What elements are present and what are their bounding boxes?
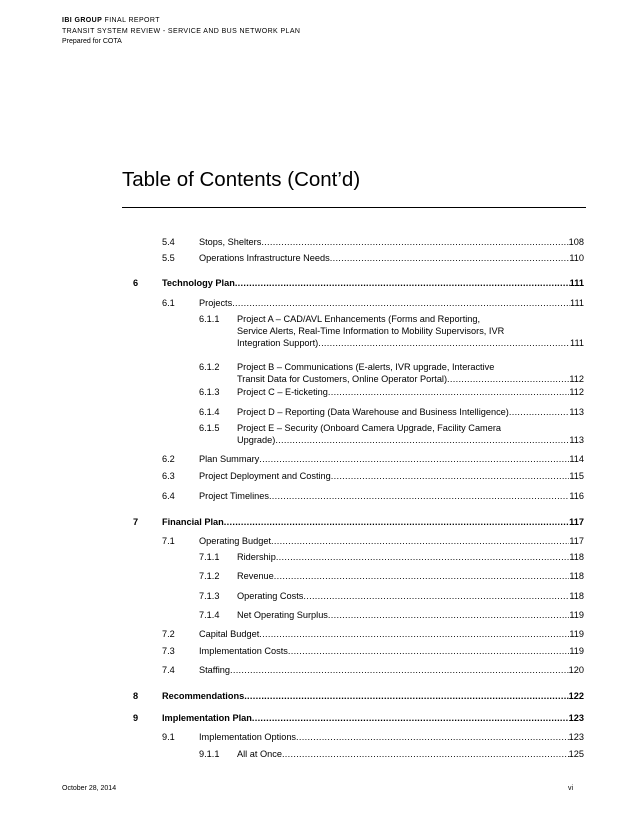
toc-entry-title: Operating Budget [199,536,272,546]
dot-leader [269,490,569,502]
dot-leader [252,712,569,724]
dot-leader [232,297,570,309]
toc-entry-page: 117 [569,517,584,527]
toc-entry-number: 7.3 [162,646,175,656]
dot-leader [275,434,569,446]
toc-entry-number: 9.1 [162,732,175,742]
toc-entry-title: Implementation Plan [162,713,252,723]
toc-entry-text-line1: Project A – CAD/AVL Enhancements (Forms and Reporting, [237,314,481,324]
toc-entry-number: 6.1.2 [199,362,220,372]
toc-entry-page: 118 [569,571,584,581]
toc-entry-number: 5.5 [162,253,175,263]
dot-leader [261,236,568,248]
toc-entry-title: Net Operating Surplus [237,610,328,620]
toc-entry-number: 9.1.1 [199,749,220,759]
dot-leader [271,535,569,547]
toc-entry-page: 116 [569,491,584,501]
dot-leader [330,252,570,264]
toc-entry-title: Implementation Costs [199,646,288,656]
toc-entry-page: 119 [569,646,584,656]
toc-entry-page: 110 [569,253,584,263]
toc-entry-number: 6.1.1 [199,314,220,324]
toc-entry-number: 7.1.4 [199,610,220,620]
toc-entry-page: 125 [568,749,584,759]
toc-entry-page: 118 [569,552,584,562]
dot-leader [296,731,569,743]
toc-entry-number: 6.1.3 [199,387,220,397]
toc-entry-page: 108 [568,237,584,247]
toc-entry-title: Project Timelines [199,491,269,501]
toc-entry-page: 111 [570,298,584,308]
toc-entry-number: 7.1.2 [199,571,220,581]
toc-entry-title: Project Deployment and Costing [199,471,331,481]
toc-entry-title: Plan Summary [199,454,260,464]
toc-entry-title: Transit Data for Customers, Online Operator Portal) [237,374,448,385]
toc-entry-title: Stops, Shelters [199,237,262,247]
dot-leader [259,628,569,640]
dot-leader [274,570,570,582]
toc-entry-page: 119 [569,610,584,620]
toc-entry-number: 6.1 [162,298,175,308]
dot-leader [447,373,569,385]
toc-entry-title: Technology Plan [162,278,235,288]
dot-leader [303,590,569,602]
toc-entry-number: 6.1.4 [199,407,220,417]
toc-entry-page: 112 [569,374,584,385]
toc-entry-page: 122 [568,691,584,701]
toc-entry-number: 6 [133,278,139,288]
toc-entry-number: 6.1.5 [199,423,220,433]
dot-leader [282,748,569,760]
dot-leader [318,337,570,349]
toc-entry-number: 5.4 [162,237,175,247]
toc-entry-title: Project C – E-ticketing [237,387,328,397]
toc-entry-number: 7.4 [162,665,175,675]
toc-entry-number: 7.1 [162,536,175,546]
toc-entry-page: 112 [569,387,584,397]
toc-entry-title: Operations Infrastructure Needs [199,253,330,263]
toc-entry-title: Revenue [237,571,274,581]
toc-entry-title: Operating Costs [237,591,304,601]
dot-leader [259,453,569,465]
header-prepared-for: Prepared for COTA [62,38,122,45]
dot-leader [509,406,569,418]
toc-entry-page: 123 [568,732,584,742]
toc-entry-text-line2: Service Alerts, Real-Time Information to Mobility Supervisors, IVR [237,326,505,337]
toc-entry-page: 113 [569,407,584,417]
toc-entry-number: 7 [133,517,139,527]
toc-entry-number: 7.1.3 [199,591,220,601]
toc-entry-page: 115 [569,471,584,481]
toc-entry-number: 6.4 [162,491,175,501]
dot-leader [276,551,570,563]
toc-entry-page: 118 [569,591,584,601]
dot-leader [224,516,569,528]
toc-entry-text-line1: Project B – Communications (E-alerts, IVR upgrade, Interactive [237,362,495,372]
footer-page-number: vi [568,785,574,792]
toc-entry-page: 117 [569,536,584,546]
toc-entry-title: Capital Budget [199,629,260,639]
toc-entry-page: 120 [568,665,584,675]
toc-entry-title: Upgrade) [237,435,276,446]
toc-entry-title: Financial Plan [162,517,224,527]
toc-entry-text-line1: Project E – Security (Onboard Camera Upgrade, Facility Camera [237,423,501,433]
report-type: FINAL REPORT [104,17,160,24]
dot-leader [331,470,570,482]
toc-entry-title: All at Once [237,749,282,759]
toc-entry-number: 8 [133,691,139,701]
page-title: Table of Contents (Cont’d) [122,168,361,191]
dot-leader [288,645,569,657]
toc-entry-title: Integration Support) [237,338,319,349]
dot-leader [235,277,570,289]
toc-entry-title: Recommendations [162,691,245,701]
toc-entry-title: Implementation Options [199,732,297,742]
toc-entry-number: 7.1.1 [199,552,220,562]
toc-entry-page: 111 [569,278,584,288]
toc-entry-title: Ridership [237,552,276,562]
dot-leader [328,386,569,398]
company-name: IBI GROUP [62,17,103,24]
toc-entry-title: Staffing [199,665,230,675]
dot-leader [328,609,569,621]
dot-leader [244,690,568,702]
toc-entry-page: 111 [570,338,584,349]
toc-entry-title: Projects [199,298,233,308]
toc-entry-page: 119 [569,629,584,639]
dot-leader [230,664,569,676]
toc-entry-number: 9 [133,713,139,723]
footer-date: October 28, 2014 [62,785,117,792]
toc-entry-title: Project D – Reporting (Data Warehouse and Business Intelligence) [237,407,509,417]
toc-entry-number: 6.2 [162,454,175,464]
toc-entry-number: 7.2 [162,629,175,639]
toc-entry-page: 123 [568,713,584,723]
header-subtitle: TRANSIT SYSTEM REVIEW - SERVICE AND BUS NETWORK PLAN [62,27,301,35]
toc-entry-page: 113 [569,435,584,446]
toc-entry-number: 6.3 [162,471,175,481]
toc-entry-page: 114 [569,454,584,464]
